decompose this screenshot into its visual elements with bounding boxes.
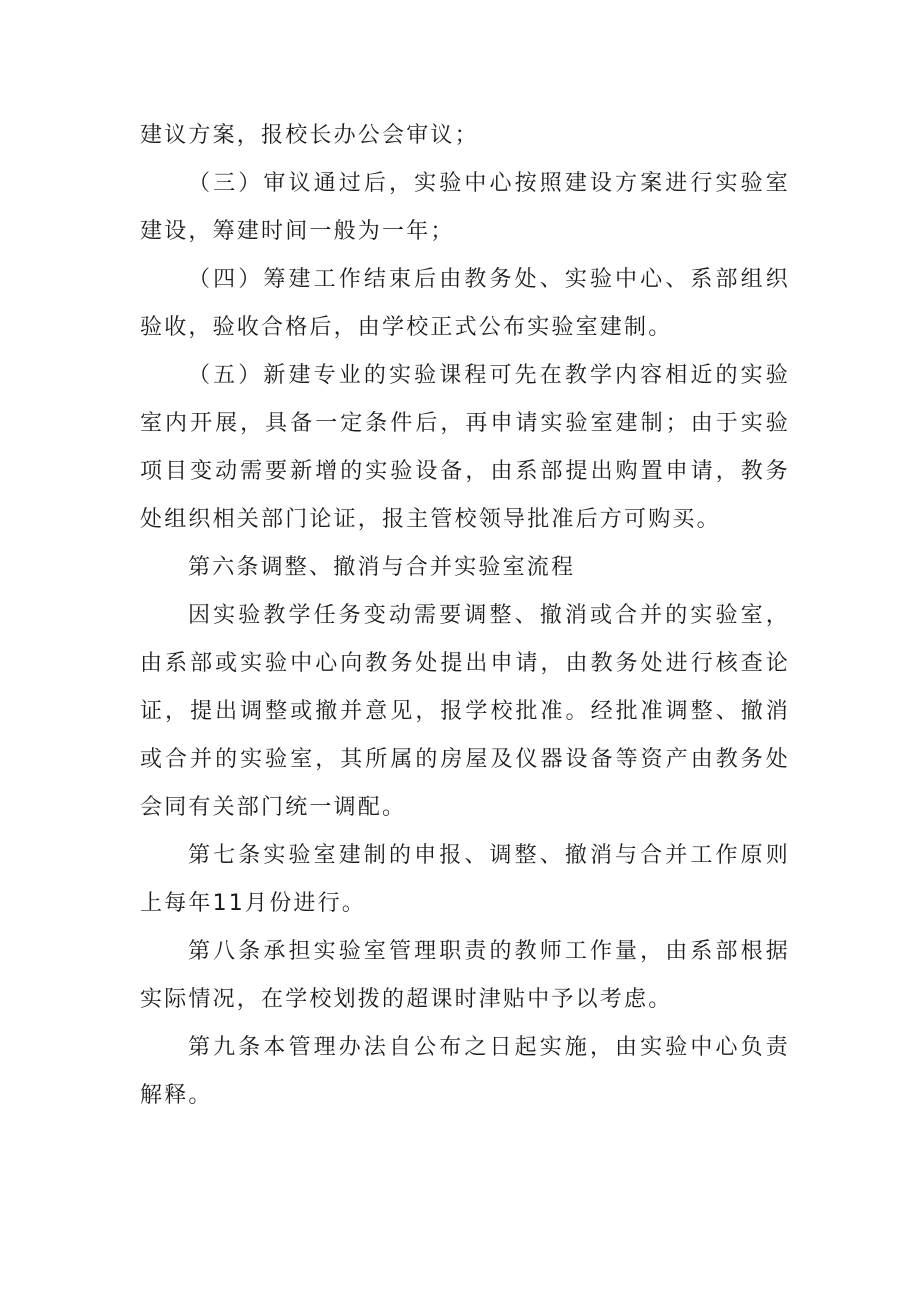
article-six-heading: 第六条调整、撤消与合并实验室流程 xyxy=(188,555,576,580)
paragraph-item-five: （五）新建专业的实验课程可先在教学内容相近的实验室内开展，具备一定条件后，再申请实验室建制；由于实验项目变动需要新增的实验设备，由系部提出购置申请，教务处组织相关部门论证，报主管校领导批准后方可购买。 xyxy=(140,363,790,532)
paragraph-article-nine: 第九条本管理办法自公布之日起实施，由实验中心负责解释。 xyxy=(140,1035,790,1108)
paragraph-item-three: （三）审议通过后，实验中心按照建设方案进行实验室建设，筹建时间一般为一年； xyxy=(140,171,790,244)
paragraph-article-six-body: 因实验教学任务变动需要调整、撤消或合并的实验室，由系部或实验中心向教务处提出申请，由教务处进行核查论证，提出调整或撤并意见，报学校批准。经批准调整、撤消或合并的实验室，其所属的房屋及仪器设备等资产由教务处会同有关部门统一调配。 xyxy=(140,603,790,820)
document-body xyxy=(140,112,790,1120)
paragraph-article-seven: 第七条实验室建制的申报、调整、撤消与合并工作原则上每年11月份进行。 xyxy=(140,843,790,916)
paragraph-item-four: （四）筹建工作结束后由教务处、实验中心、系部组织验收，验收合格后，由学校正式公布实验室建制。 xyxy=(140,267,790,340)
paragraph-article-eight: 第八条承担实验室管理职责的教师工作量，由系部根据实际情况，在学校划拨的超课时津贴中予以考虑。 xyxy=(140,939,790,1012)
paragraph-proposal-review: 建议方案，报校长办公会审议； xyxy=(140,123,479,148)
